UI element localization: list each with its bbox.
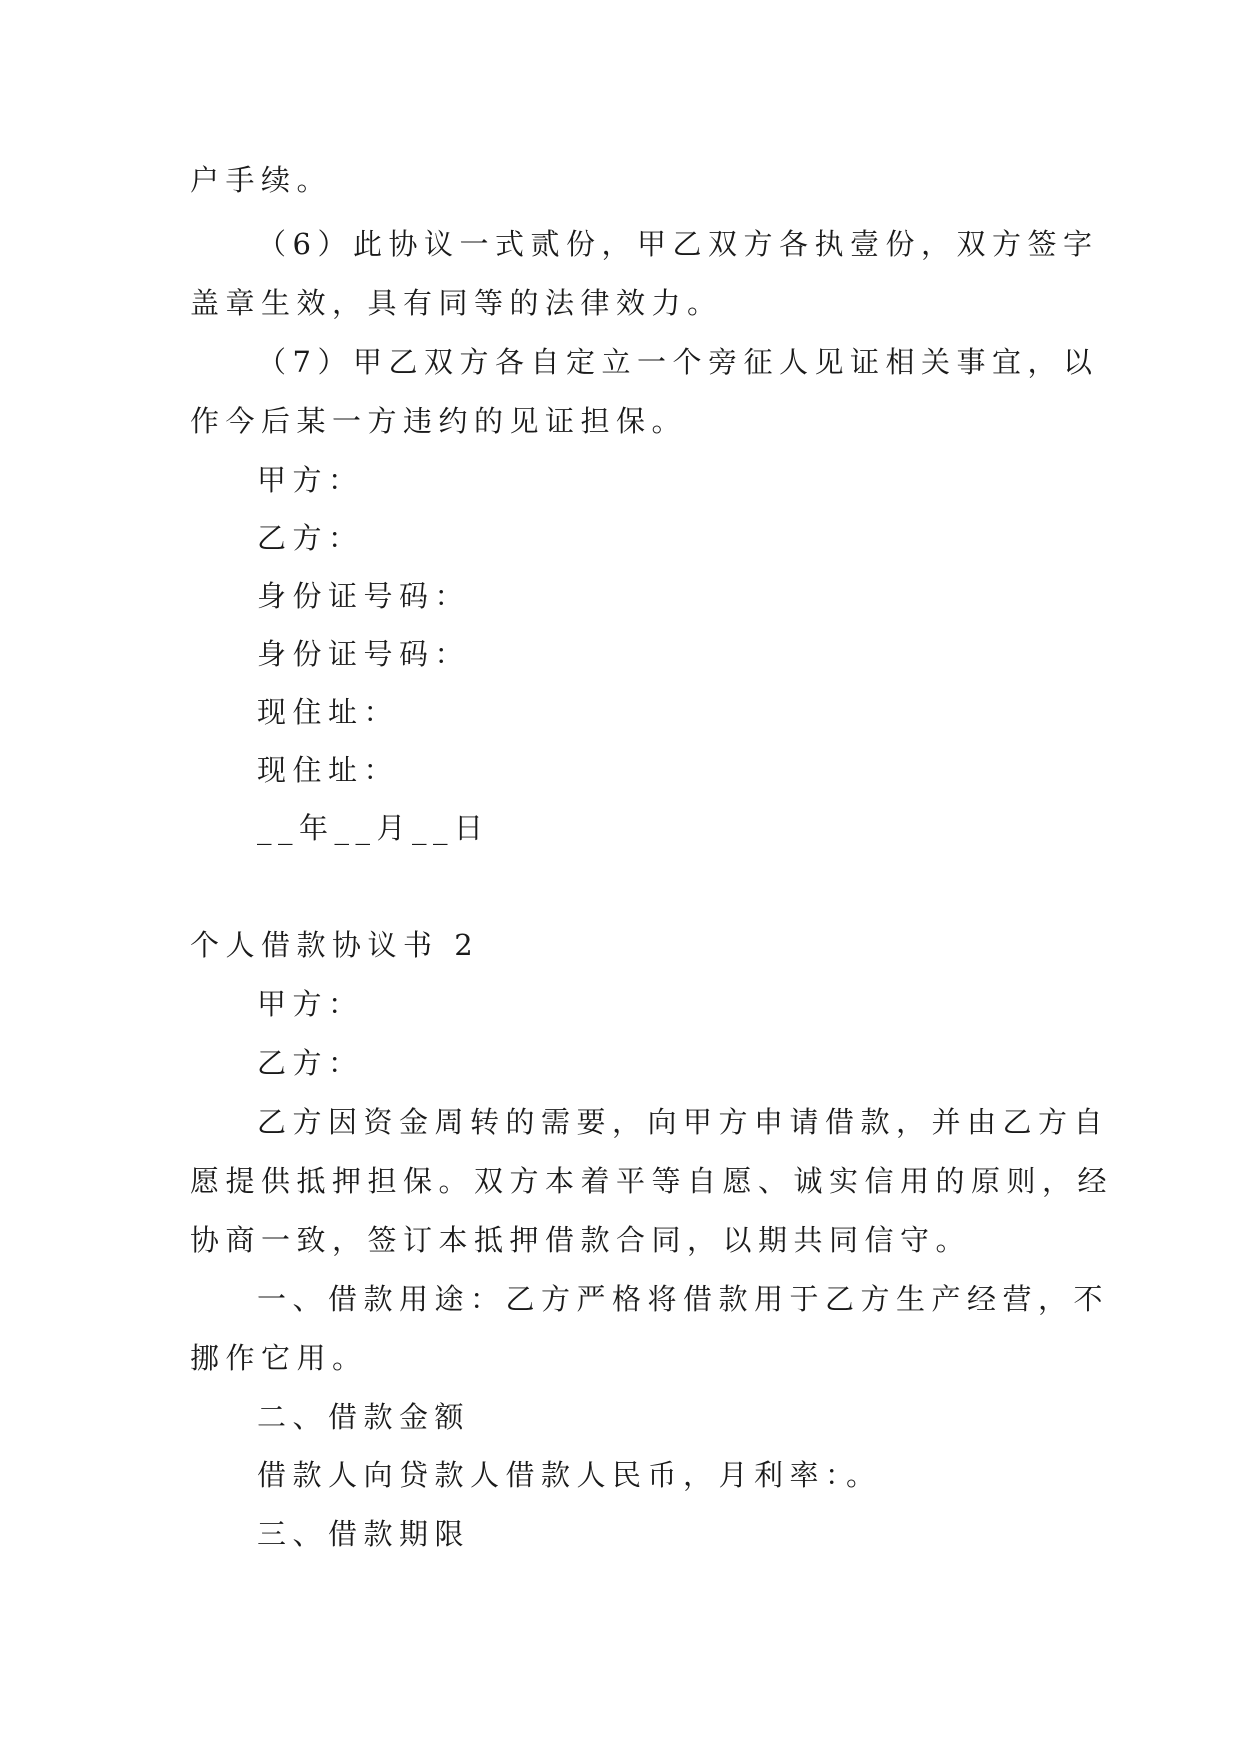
loan-purpose-line-1: 一、借款用途：乙方严格将借款用于乙方生产经营，不 bbox=[257, 1282, 1110, 1316]
paragraph-line: 户手续。 bbox=[190, 163, 333, 197]
clause-7-line-2: 作今后某一方违约的见证担保。 bbox=[190, 404, 688, 438]
loan-purpose-line-2: 挪作它用。 bbox=[190, 1341, 368, 1375]
party-b-label: 乙方： bbox=[257, 521, 364, 555]
id-number-label-a: 身份证号码： bbox=[257, 579, 471, 613]
address-label-b: 现住址： bbox=[257, 753, 400, 787]
intro-line-1: 乙方因资金周转的需要，向甲方申请借款，并由乙方自 bbox=[257, 1105, 1110, 1139]
party-a-label: 甲方： bbox=[257, 987, 364, 1021]
id-number-label-b: 身份证号码： bbox=[257, 637, 471, 671]
intro-line-3: 协商一致，签订本抵押借款合同，以期共同信守。 bbox=[190, 1223, 972, 1257]
address-label-a: 现住址： bbox=[257, 695, 400, 729]
party-b-label: 乙方： bbox=[257, 1046, 364, 1080]
section-title: 个人借款协议书 2 bbox=[190, 928, 480, 962]
clause-7-line-1: （7）甲乙双方各自定立一个旁征人见证相关事宜，以 bbox=[257, 345, 1099, 379]
loan-amount-text: 借款人向贷款人借款人民币，月利率：。 bbox=[257, 1458, 882, 1492]
clause-6-line-2: 盖章生效，具有同等的法律效力。 bbox=[190, 286, 723, 320]
loan-term-heading: 三、借款期限 bbox=[257, 1517, 471, 1551]
loan-amount-heading: 二、借款金额 bbox=[257, 1400, 471, 1434]
intro-line-2: 愿提供抵押担保。双方本着平等自愿、诚实信用的原则，经 bbox=[190, 1164, 1114, 1198]
party-a-label: 甲方： bbox=[257, 463, 364, 497]
date-line: __年__月__日 bbox=[257, 811, 490, 845]
clause-6-line-1: （6）此协议一式贰份，甲乙双方各执壹份，双方签字 bbox=[257, 227, 1099, 261]
